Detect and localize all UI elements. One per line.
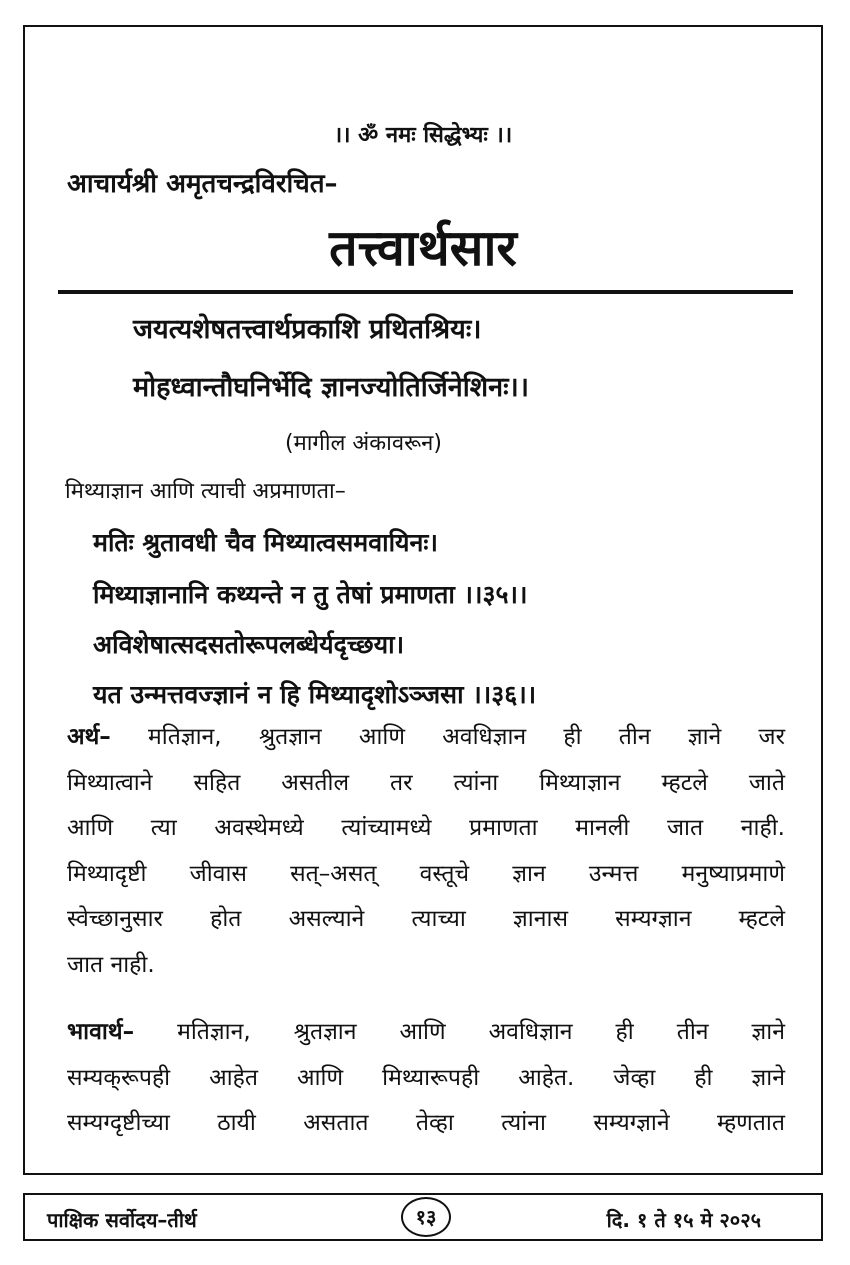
invocation: ।। ॐ नमः सिद्धेभ्यः ।।: [333, 123, 513, 148]
artha-label: अर्थ–: [67, 724, 111, 750]
artha-line: स्वेच्छानुसार होत असल्याने त्याच्या ज्ञानास सम्यग्ज्ञान म्हटले: [67, 906, 785, 932]
artha-paragraph: [67, 715, 785, 988]
artha-line: जात नाही.: [67, 951, 155, 978]
sutra-verse-line-2: मिथ्याज्ञानानि कथ्यन्ते न तु तेषां प्रमाणता ।।३५।।: [93, 580, 528, 609]
bhavartha-paragraph: [67, 1010, 785, 1147]
mangala-verse-line-1: जयत्यशेषतत्त्वार्थप्रकाशि प्रथितश्रियः।: [133, 314, 482, 345]
page-number: १३: [401, 1197, 451, 1237]
title-divider: [58, 290, 793, 294]
sutra-verse-line-3: अविशेषात्सदसतोरूपलब्धेर्यदृच्छया।: [93, 630, 405, 659]
issue-date: दि. १ ते १५ मे २०२५: [606, 1208, 761, 1232]
bhavartha-label: भावार्थ–: [67, 1019, 135, 1045]
artha-line: मिथ्यादृष्टी जीवास सत्–असत् वस्तूचे ज्ञान उन्मत्त मनुष्याप्रमाणे: [67, 860, 785, 887]
sutra-verse-line-4: यत उन्मत्तवज्ज्ञानं न हि मिथ्यादृशोऽञ्जसा ।।३६।।: [93, 680, 537, 709]
section-heading: मिथ्याज्ञान आणि त्याची अप्रमाणता–: [65, 479, 346, 504]
sutra-verse-line-1: मतिः श्रुतावधी चैव मिथ्यात्वसमवायिनः।: [93, 528, 438, 557]
page-frame: [23, 25, 823, 1175]
bhavartha-line: सम्यक्‌रूपही आहेत आणि मिथ्यारूपही आहेत. जेव्हा ही ज्ञाने: [67, 1064, 785, 1091]
mangala-verse-line-2: मोहध्वान्तौघनिर्भेदि ज्ञानज्योतिर्जिनेशिनः।।: [133, 372, 530, 403]
page-title: तत्त्वार्थसार: [329, 219, 517, 277]
bhavartha-line: भावार्थ– मतिज्ञान, श्रुतज्ञान आणि अवधिज्ञान ही तीन ज्ञाने: [67, 1019, 785, 1045]
author-line: आचार्यश्री अमृतचन्द्रविरचित–: [67, 169, 338, 199]
artha-line: अर्थ– मतिज्ञान, श्रुतज्ञान आणि अवधिज्ञान ही तीन ज्ञाने जर: [67, 724, 786, 750]
artha-line: आणि त्या अवस्थेमध्ये त्यांच्यामध्ये प्रमाणता मानली जात नाही.: [67, 815, 785, 841]
artha-line: मिथ्यात्वाने सहित असतील तर त्यांना मिथ्याज्ञान म्हटले जाते: [67, 769, 785, 796]
continuation-note: (मागील अंकावरून): [285, 431, 442, 456]
publication-name: पाक्षिक सर्वोदय–तीर्थ: [47, 1208, 197, 1232]
bhavartha-line: सम्यग्दृष्टीच्या ठायी असतात तेव्हा त्यांना सम्यग्ज्ञाने म्हणतात: [67, 1110, 785, 1136]
page-footer: [23, 1193, 823, 1241]
